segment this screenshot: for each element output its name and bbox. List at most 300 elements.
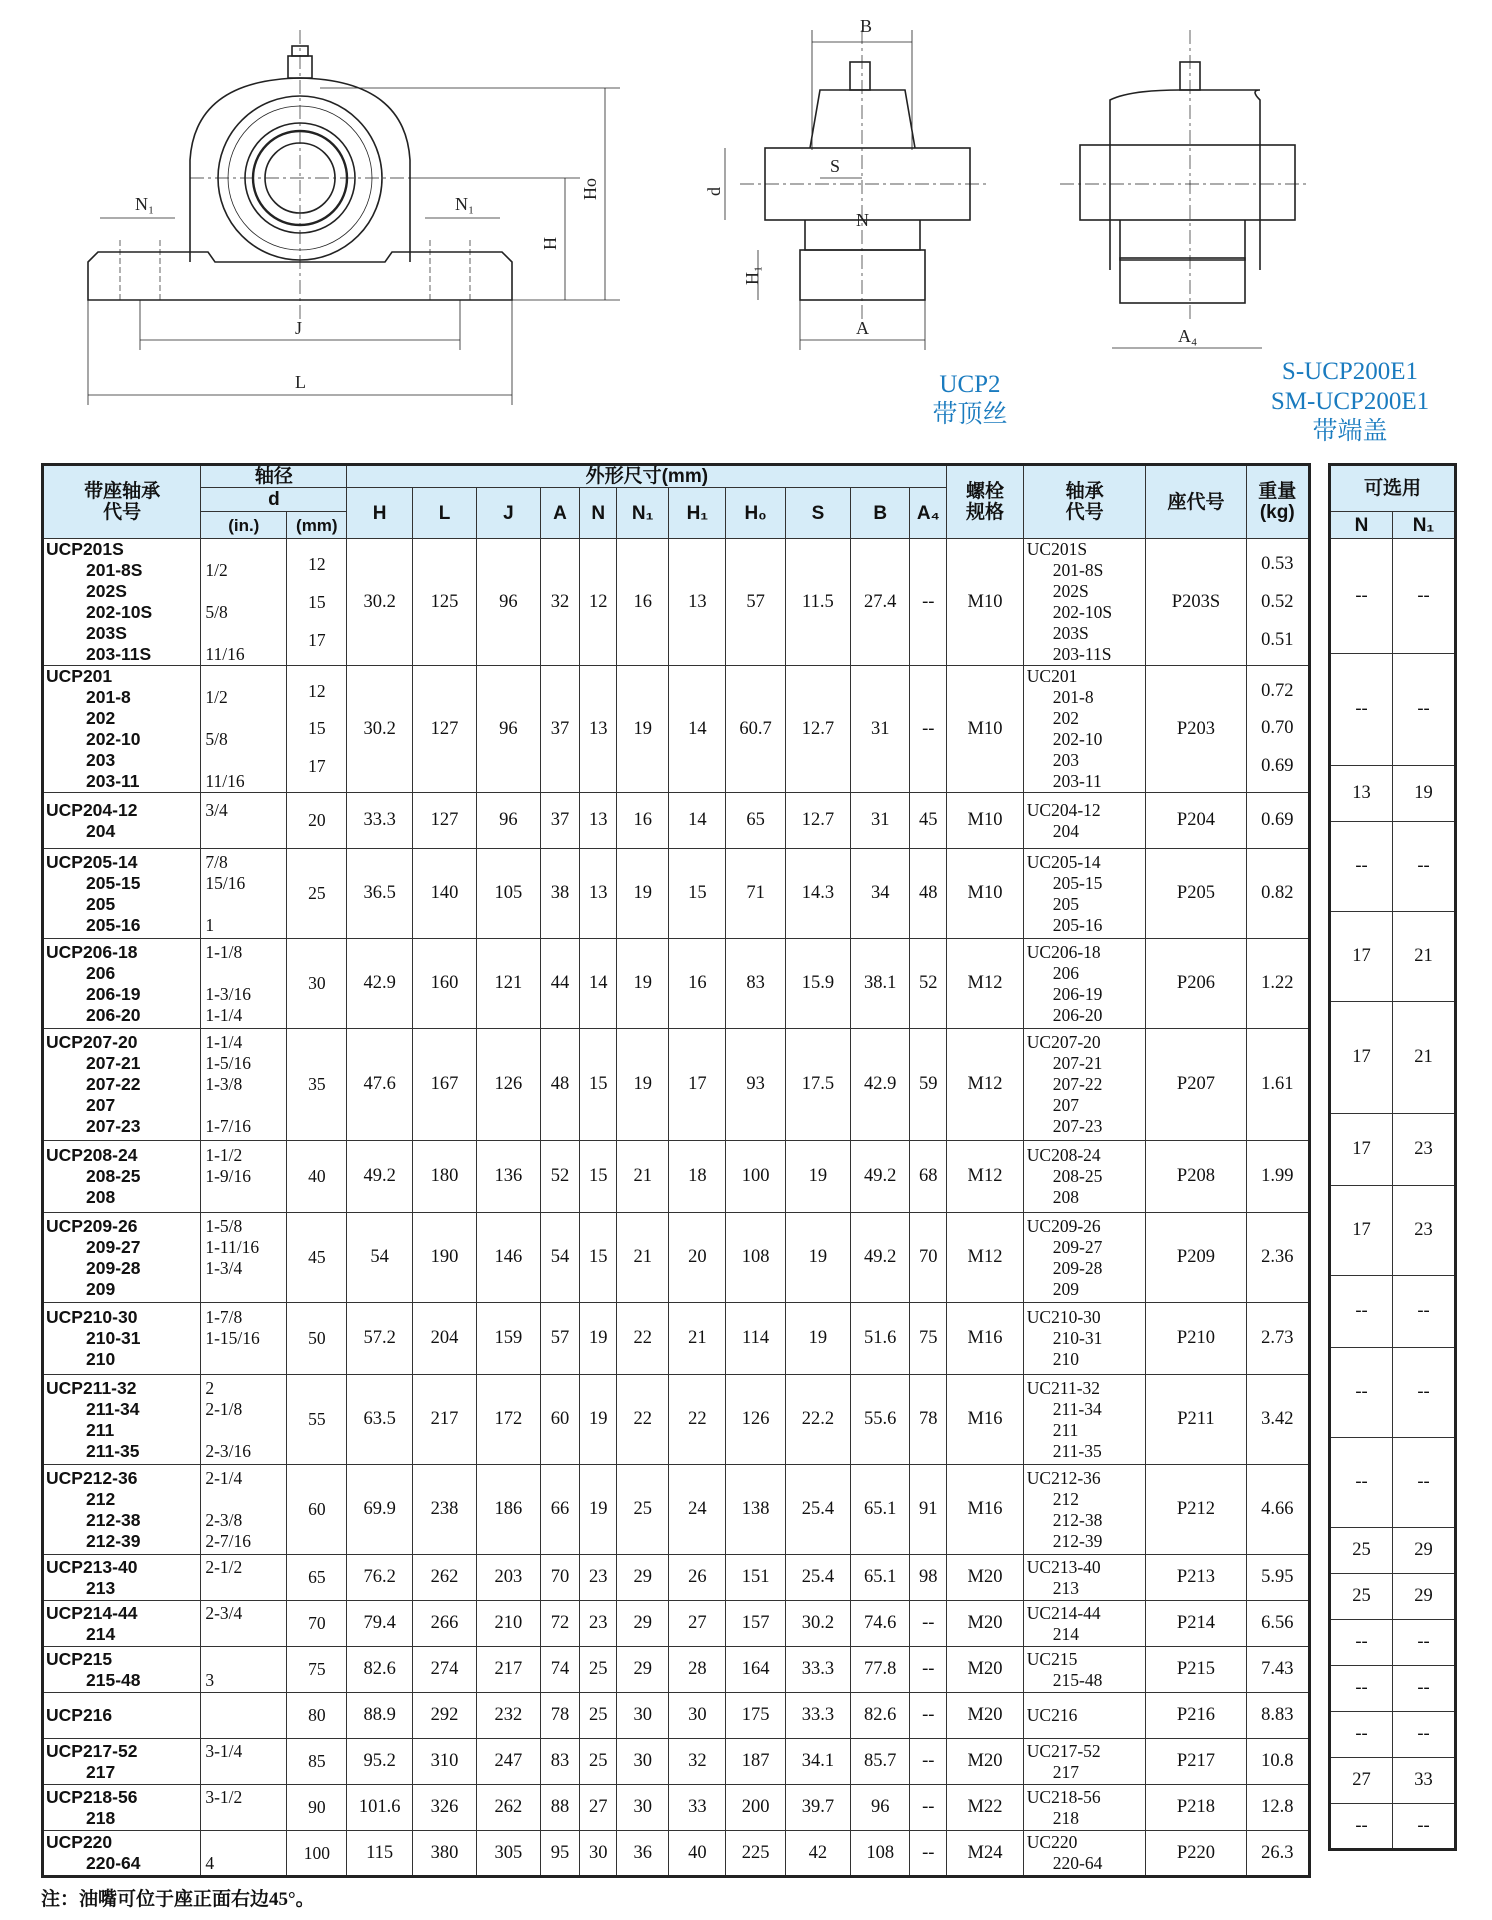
caption-sucp-line2: SM-UCP200E1: [1270, 388, 1430, 415]
cell-opt-n1: 29: [1393, 1574, 1456, 1620]
cell-l: 238: [412, 1465, 476, 1555]
cell-line: 8.83: [1261, 1705, 1294, 1725]
cell-a: 54: [540, 1213, 580, 1303]
header-col-h1: H₁: [669, 488, 726, 539]
cell-opt-n: 13: [1330, 766, 1393, 822]
cell-l: 274: [412, 1647, 476, 1693]
cell-s: 19: [785, 1303, 850, 1375]
cell-h: 33.3: [347, 793, 412, 849]
cell-opt-n1: 23: [1393, 1186, 1456, 1276]
cell-line: 3/4: [205, 799, 228, 820]
optional-table: [1328, 463, 1457, 1851]
header-col-l: L: [412, 488, 476, 539]
cell-n1: 30: [617, 1785, 669, 1831]
cell-line: UC201S: [1026, 539, 1088, 559]
cell-line: 210-31: [1052, 1328, 1103, 1348]
cell-line: 2-1/2: [205, 1556, 243, 1577]
cell-h0: 71: [726, 849, 785, 939]
cell-shaft-inch: [201, 1375, 287, 1465]
cell-line: 0.53: [1261, 553, 1294, 574]
cell-s: 25.4: [785, 1555, 850, 1601]
cell-opt-n: --: [1330, 1348, 1393, 1438]
cell-line: 218: [1052, 1807, 1080, 1828]
cell-opt-n: --: [1330, 539, 1393, 654]
cell-a: 37: [540, 666, 580, 793]
cell-b: 27.4: [851, 539, 910, 666]
cell-line: [205, 581, 286, 602]
cell-l: 160: [412, 939, 476, 1029]
cell-j: 136: [477, 1141, 540, 1213]
cell-line: 2-1/8: [205, 1398, 243, 1419]
cell-line: 201-8: [86, 687, 131, 707]
cell-n1: 19: [617, 666, 669, 793]
cell-b: 51.6: [851, 1303, 910, 1375]
cell-line: 1-1/4: [205, 1004, 243, 1025]
cell-bolt: M22: [947, 1785, 1024, 1831]
caption-ucp2-line1: UCP2: [939, 371, 1001, 398]
cell-line: 203S: [86, 623, 127, 643]
cell-shaft-inch: [201, 1029, 287, 1141]
cell-line: UCP205-14: [46, 851, 138, 872]
cell-line: 12: [308, 553, 326, 574]
table-row: [43, 1739, 1310, 1785]
cell-model: [43, 539, 201, 666]
cell-line: 209-28: [1052, 1257, 1103, 1278]
cell-housing: P203: [1146, 666, 1246, 793]
cell-b: 55.6: [851, 1375, 910, 1465]
cell-shaft-mm: [287, 666, 347, 793]
table-row: [43, 539, 1310, 666]
cell-s: 11.5: [785, 539, 850, 666]
cell-housing: P217: [1146, 1739, 1246, 1785]
n1-left-label: N₁: [135, 194, 155, 214]
cell-bearing: [1023, 1029, 1146, 1141]
cell-h1: 33: [669, 1785, 726, 1831]
cell-b: 108: [851, 1831, 910, 1877]
cell-a4: 75: [910, 1303, 947, 1375]
cell-weight: [1246, 1375, 1309, 1465]
cell-housing: P208: [1146, 1141, 1246, 1213]
table-row: [43, 1303, 1310, 1375]
cell-j: 121: [477, 939, 540, 1029]
cell-n: 19: [580, 1303, 617, 1375]
cell-line: [205, 1187, 286, 1208]
optional-row: [1330, 539, 1456, 654]
table-row: [43, 1375, 1310, 1465]
cell-h0: 151: [726, 1555, 785, 1601]
cell-opt-n: 27: [1330, 1758, 1393, 1804]
cell-line: [205, 666, 286, 687]
cell-n1: 19: [617, 849, 669, 939]
cell-h0: 93: [726, 1029, 785, 1141]
cell-line: 202-10: [86, 729, 141, 749]
cell-s: 19: [785, 1213, 850, 1303]
cell-n: 19: [580, 1375, 617, 1465]
cell-opt-n: --: [1330, 1804, 1393, 1850]
cell-line: UC211-32: [1026, 1377, 1101, 1398]
cell-s: 33.3: [785, 1647, 850, 1693]
cell-h1: 14: [669, 666, 726, 793]
cell-j: 305: [477, 1831, 540, 1877]
cell-opt-n: --: [1330, 1276, 1393, 1348]
cell-line: UCP206-18: [46, 941, 138, 962]
cell-line: 1.22: [1261, 973, 1294, 993]
cell-line: 6.56: [1261, 1613, 1294, 1633]
cell-h0: 108: [726, 1213, 785, 1303]
cell-shaft-mm: [287, 1465, 347, 1555]
cell-b: 65.1: [851, 1465, 910, 1555]
cell-line: 90: [308, 1797, 326, 1817]
cell-weight: [1246, 1303, 1309, 1375]
cell-model: [43, 1375, 201, 1465]
cell-s: 42: [785, 1831, 850, 1877]
cell-n1: 30: [617, 1693, 669, 1739]
cell-opt-n1: --: [1393, 822, 1456, 912]
table-row: [43, 939, 1310, 1029]
cell-line: 3.42: [1261, 1409, 1294, 1429]
cell-line: UC217-52: [1026, 1740, 1101, 1761]
cell-s: 15.9: [785, 939, 850, 1029]
cell-line: 0.70: [1261, 718, 1294, 739]
cell-line: 211: [86, 1419, 115, 1440]
h1-label: H₁: [742, 265, 762, 285]
cell-n1: 21: [617, 1141, 669, 1213]
cell-j: 247: [477, 1739, 540, 1785]
cell-a: 48: [540, 1029, 580, 1141]
cell-line: 209: [86, 1278, 116, 1299]
cell-h0: 126: [726, 1375, 785, 1465]
cell-line: UC215: [1026, 1648, 1078, 1669]
cell-opt-n1: --: [1393, 1620, 1456, 1666]
cell-model: [43, 1693, 201, 1739]
dimension-table: [41, 463, 1311, 1878]
table-row: [43, 1785, 1310, 1831]
cell-shaft-mm: [287, 1141, 347, 1213]
cell-housing: P209: [1146, 1213, 1246, 1303]
cell-model: [43, 1647, 201, 1693]
cell-h: 115: [347, 1831, 412, 1877]
cell-j: 172: [477, 1375, 540, 1465]
a-label: A: [856, 318, 869, 338]
cell-j: 146: [477, 1213, 540, 1303]
cell-line: 4: [205, 1853, 215, 1873]
header-weight: 重量 (kg): [1246, 465, 1309, 539]
cell-bearing: [1023, 939, 1146, 1029]
cell-a: 72: [540, 1601, 580, 1647]
cell-h1: 40: [669, 1831, 726, 1877]
cell-h1: 13: [669, 539, 726, 666]
cell-s: 12.7: [785, 793, 850, 849]
cell-shaft-inch: [201, 1555, 287, 1601]
cell-line: 212-38: [1052, 1509, 1103, 1530]
cell-shaft-mm: [287, 1693, 347, 1739]
cell-housing: P220: [1146, 1831, 1246, 1877]
cell-bearing: [1023, 793, 1146, 849]
cell-weight: [1246, 1831, 1309, 1877]
cell-line: 80: [308, 1705, 326, 1725]
cell-line: 3-1/4: [205, 1740, 243, 1761]
cell-line: 201-8S: [86, 560, 143, 580]
cell-line: [205, 821, 286, 842]
cell-line: 1-5/16: [205, 1053, 252, 1073]
cell-bearing: [1023, 1601, 1146, 1647]
cell-bolt: M12: [947, 939, 1024, 1029]
cell-line: [205, 1705, 286, 1726]
cell-weight: [1246, 1739, 1309, 1785]
cell-opt-n1: --: [1393, 1276, 1456, 1348]
cell-line: 1-3/8: [205, 1074, 243, 1094]
cell-l: 326: [412, 1785, 476, 1831]
cell-line: 30: [308, 973, 326, 993]
cell-housing: P207: [1146, 1029, 1246, 1141]
cell-bolt: M12: [947, 1213, 1024, 1303]
cell-h0: 200: [726, 1785, 785, 1831]
cell-line: [205, 1420, 286, 1441]
cell-line: [205, 963, 286, 984]
table-row: [43, 1693, 1310, 1739]
cell-housing: P212: [1146, 1465, 1246, 1555]
cell-line: 7.43: [1261, 1659, 1294, 1679]
cell-bearing: [1023, 1213, 1146, 1303]
cell-line: UCP209-26: [46, 1215, 138, 1236]
cell-line: 205-15: [1052, 872, 1103, 893]
n-label: N: [856, 210, 869, 230]
cell-h1: 22: [669, 1375, 726, 1465]
cell-n: 23: [580, 1555, 617, 1601]
optional-row: [1330, 1276, 1456, 1348]
cell-n: 12: [580, 539, 617, 666]
cell-weight: [1246, 1141, 1309, 1213]
cell-line: 207-23: [1052, 1116, 1103, 1136]
cell-shaft-inch: [201, 1141, 287, 1213]
table-row: [43, 1831, 1310, 1877]
cell-bolt: M24: [947, 1831, 1024, 1877]
cell-line: 2-3/8: [205, 1509, 243, 1530]
cell-line: 203S: [1052, 623, 1089, 643]
cell-line: 213: [86, 1577, 116, 1598]
table-row: [43, 1213, 1310, 1303]
cell-line: 203-11S: [1052, 644, 1112, 664]
table-row: [43, 849, 1310, 939]
cell-line: 210: [1052, 1349, 1080, 1369]
header-bolt: 螺栓 规格: [947, 465, 1024, 539]
cell-l: 266: [412, 1601, 476, 1647]
cell-shaft-inch: [201, 1303, 287, 1375]
cell-j: 96: [477, 539, 540, 666]
cell-line: 210-31: [86, 1328, 141, 1348]
cell-weight: [1246, 1601, 1309, 1647]
cell-line: 207-23: [86, 1116, 141, 1136]
cell-model: [43, 1555, 201, 1601]
cell-line: 206: [1052, 962, 1080, 983]
cell-line: 214: [1052, 1623, 1080, 1644]
cell-n: 13: [580, 793, 617, 849]
cell-model: [43, 1465, 201, 1555]
cell-line: 60: [308, 1499, 326, 1519]
header-col-n1: N₁: [617, 488, 669, 539]
cell-shaft-inch: [201, 1465, 287, 1555]
header-dims: 外形尺寸(mm): [347, 465, 947, 488]
cell-n1: 22: [617, 1303, 669, 1375]
optional-row: [1330, 1002, 1456, 1114]
cell-h1: 16: [669, 939, 726, 1029]
cell-l: 167: [412, 1029, 476, 1141]
cell-a4: --: [910, 1693, 947, 1739]
cell-housing: P215: [1146, 1647, 1246, 1693]
cell-weight: [1246, 539, 1309, 666]
cell-model: [43, 1785, 201, 1831]
optional-row: [1330, 1804, 1456, 1850]
cell-h: 54: [347, 1213, 412, 1303]
cell-weight: [1246, 1693, 1309, 1739]
cell-line: 1-9/16: [205, 1166, 252, 1186]
cell-line: 1-3/4: [205, 1257, 243, 1278]
cell-housing: P206: [1146, 939, 1246, 1029]
cell-line: 212: [86, 1488, 116, 1509]
cell-opt-n1: --: [1393, 1666, 1456, 1712]
cell-line: 208: [1052, 1187, 1080, 1207]
cell-s: 14.3: [785, 849, 850, 939]
cell-a: 88: [540, 1785, 580, 1831]
cell-l: 127: [412, 666, 476, 793]
cell-line: 217: [1052, 1761, 1080, 1782]
cell-line: 4.66: [1261, 1499, 1294, 1519]
table-row: [43, 666, 1310, 793]
cell-line: 0.82: [1261, 883, 1294, 903]
optional-row: [1330, 1528, 1456, 1574]
cell-shaft-mm: [287, 1739, 347, 1785]
cell-line: 212-39: [1052, 1530, 1103, 1551]
dimension-table-body: [43, 539, 1310, 1877]
cell-line: UCP211-32: [46, 1377, 137, 1398]
cell-bearing: [1023, 1647, 1146, 1693]
cell-bolt: M10: [947, 793, 1024, 849]
cell-shaft-inch: [201, 1213, 287, 1303]
cell-line: 0.72: [1261, 681, 1294, 701]
cell-opt-n: 17: [1330, 1186, 1393, 1276]
cell-a: 78: [540, 1693, 580, 1739]
cell-bearing: [1023, 1739, 1146, 1785]
cell-line: 209-27: [1052, 1236, 1103, 1257]
cell-line: 25: [308, 883, 326, 903]
table-row: [43, 1141, 1310, 1213]
cell-opt-n1: --: [1393, 1712, 1456, 1758]
cell-line: 2-1/4: [205, 1467, 243, 1488]
cell-line: 212-39: [86, 1530, 141, 1551]
cell-opt-n1: 21: [1393, 912, 1456, 1002]
cell-bolt: M20: [947, 1693, 1024, 1739]
cell-bolt: M16: [947, 1375, 1024, 1465]
cell-line: 1-1/2: [205, 1145, 243, 1165]
cell-line: 12.8: [1261, 1797, 1294, 1817]
cell-line: UCP216: [46, 1705, 113, 1725]
cell-b: 82.6: [851, 1693, 910, 1739]
cell-a: 70: [540, 1555, 580, 1601]
cell-line: 205: [1052, 893, 1080, 914]
cell-n: 15: [580, 1213, 617, 1303]
cell-line: 214: [86, 1623, 116, 1644]
cell-shaft-mm: [287, 1375, 347, 1465]
cell-line: UC206-18: [1026, 941, 1101, 962]
cell-line: 1-7/8: [205, 1307, 243, 1327]
cell-h: 49.2: [347, 1141, 412, 1213]
cell-line: [205, 708, 286, 729]
cell-opt-n: --: [1330, 1666, 1393, 1712]
cell-opt-n1: --: [1393, 1348, 1456, 1438]
cell-line: 201-8S: [1052, 560, 1104, 580]
cell-b: 34: [851, 849, 910, 939]
cell-line: [205, 1624, 286, 1645]
cell-bolt: M10: [947, 849, 1024, 939]
cell-line: 202-10S: [1052, 602, 1113, 622]
optional-row: [1330, 654, 1456, 766]
cell-l: 140: [412, 849, 476, 939]
cell-line: 211-35: [86, 1440, 140, 1461]
cell-l: 204: [412, 1303, 476, 1375]
cell-h: 36.5: [347, 849, 412, 939]
cell-line: 75: [308, 1659, 326, 1679]
cell-line: 218: [86, 1807, 116, 1828]
cell-a: 60: [540, 1375, 580, 1465]
cell-line: 11/16: [205, 771, 245, 791]
cell-line: 1-7/16: [205, 1116, 252, 1136]
cell-s: 12.7: [785, 666, 850, 793]
cell-n: 25: [580, 1647, 617, 1693]
cell-shaft-inch: [201, 1785, 287, 1831]
cell-line: 2-3/4: [205, 1602, 243, 1623]
cell-line: UCP207-20: [46, 1032, 138, 1052]
cell-line: 207: [1052, 1095, 1080, 1115]
cell-housing: P214: [1146, 1601, 1246, 1647]
cell-line: [205, 539, 286, 560]
cell-line: 1-3/16: [205, 983, 252, 1004]
cell-opt-n1: --: [1393, 1804, 1456, 1850]
cell-line: [205, 623, 286, 644]
l-label: L: [295, 372, 306, 392]
cell-shaft-mm: [287, 849, 347, 939]
cell-n1: 19: [617, 939, 669, 1029]
cell-line: [205, 1279, 286, 1300]
cell-line: UCP214-44: [46, 1602, 138, 1623]
cell-line: UC204-12: [1026, 799, 1101, 820]
cell-h: 47.6: [347, 1029, 412, 1141]
cell-line: 209-27: [86, 1236, 141, 1257]
cell-h0: 57: [726, 539, 785, 666]
front-view-drawing: [88, 30, 620, 405]
cell-line: 1.99: [1261, 1166, 1294, 1186]
cell-line: 65: [308, 1567, 326, 1587]
cell-weight: [1246, 666, 1309, 793]
cell-j: 203: [477, 1555, 540, 1601]
cell-line: 1.61: [1261, 1074, 1294, 1094]
cell-h0: 157: [726, 1601, 785, 1647]
cell-line: UC212-36: [1026, 1467, 1101, 1488]
cell-bolt: M20: [947, 1555, 1024, 1601]
cell-n: 13: [580, 849, 617, 939]
cell-a4: --: [910, 1785, 947, 1831]
front-view-labels: [135, 178, 600, 392]
cell-weight: [1246, 939, 1309, 1029]
header-col-s: S: [785, 488, 850, 539]
table-row: [43, 793, 1310, 849]
cell-h: 57.2: [347, 1303, 412, 1375]
cell-line: 209-28: [86, 1257, 141, 1278]
cell-line: [205, 1578, 286, 1599]
cell-shaft-inch: [201, 539, 287, 666]
cell-line: [205, 1095, 286, 1116]
cell-line: UCP220: [46, 1832, 113, 1852]
cell-a4: --: [910, 1601, 947, 1647]
